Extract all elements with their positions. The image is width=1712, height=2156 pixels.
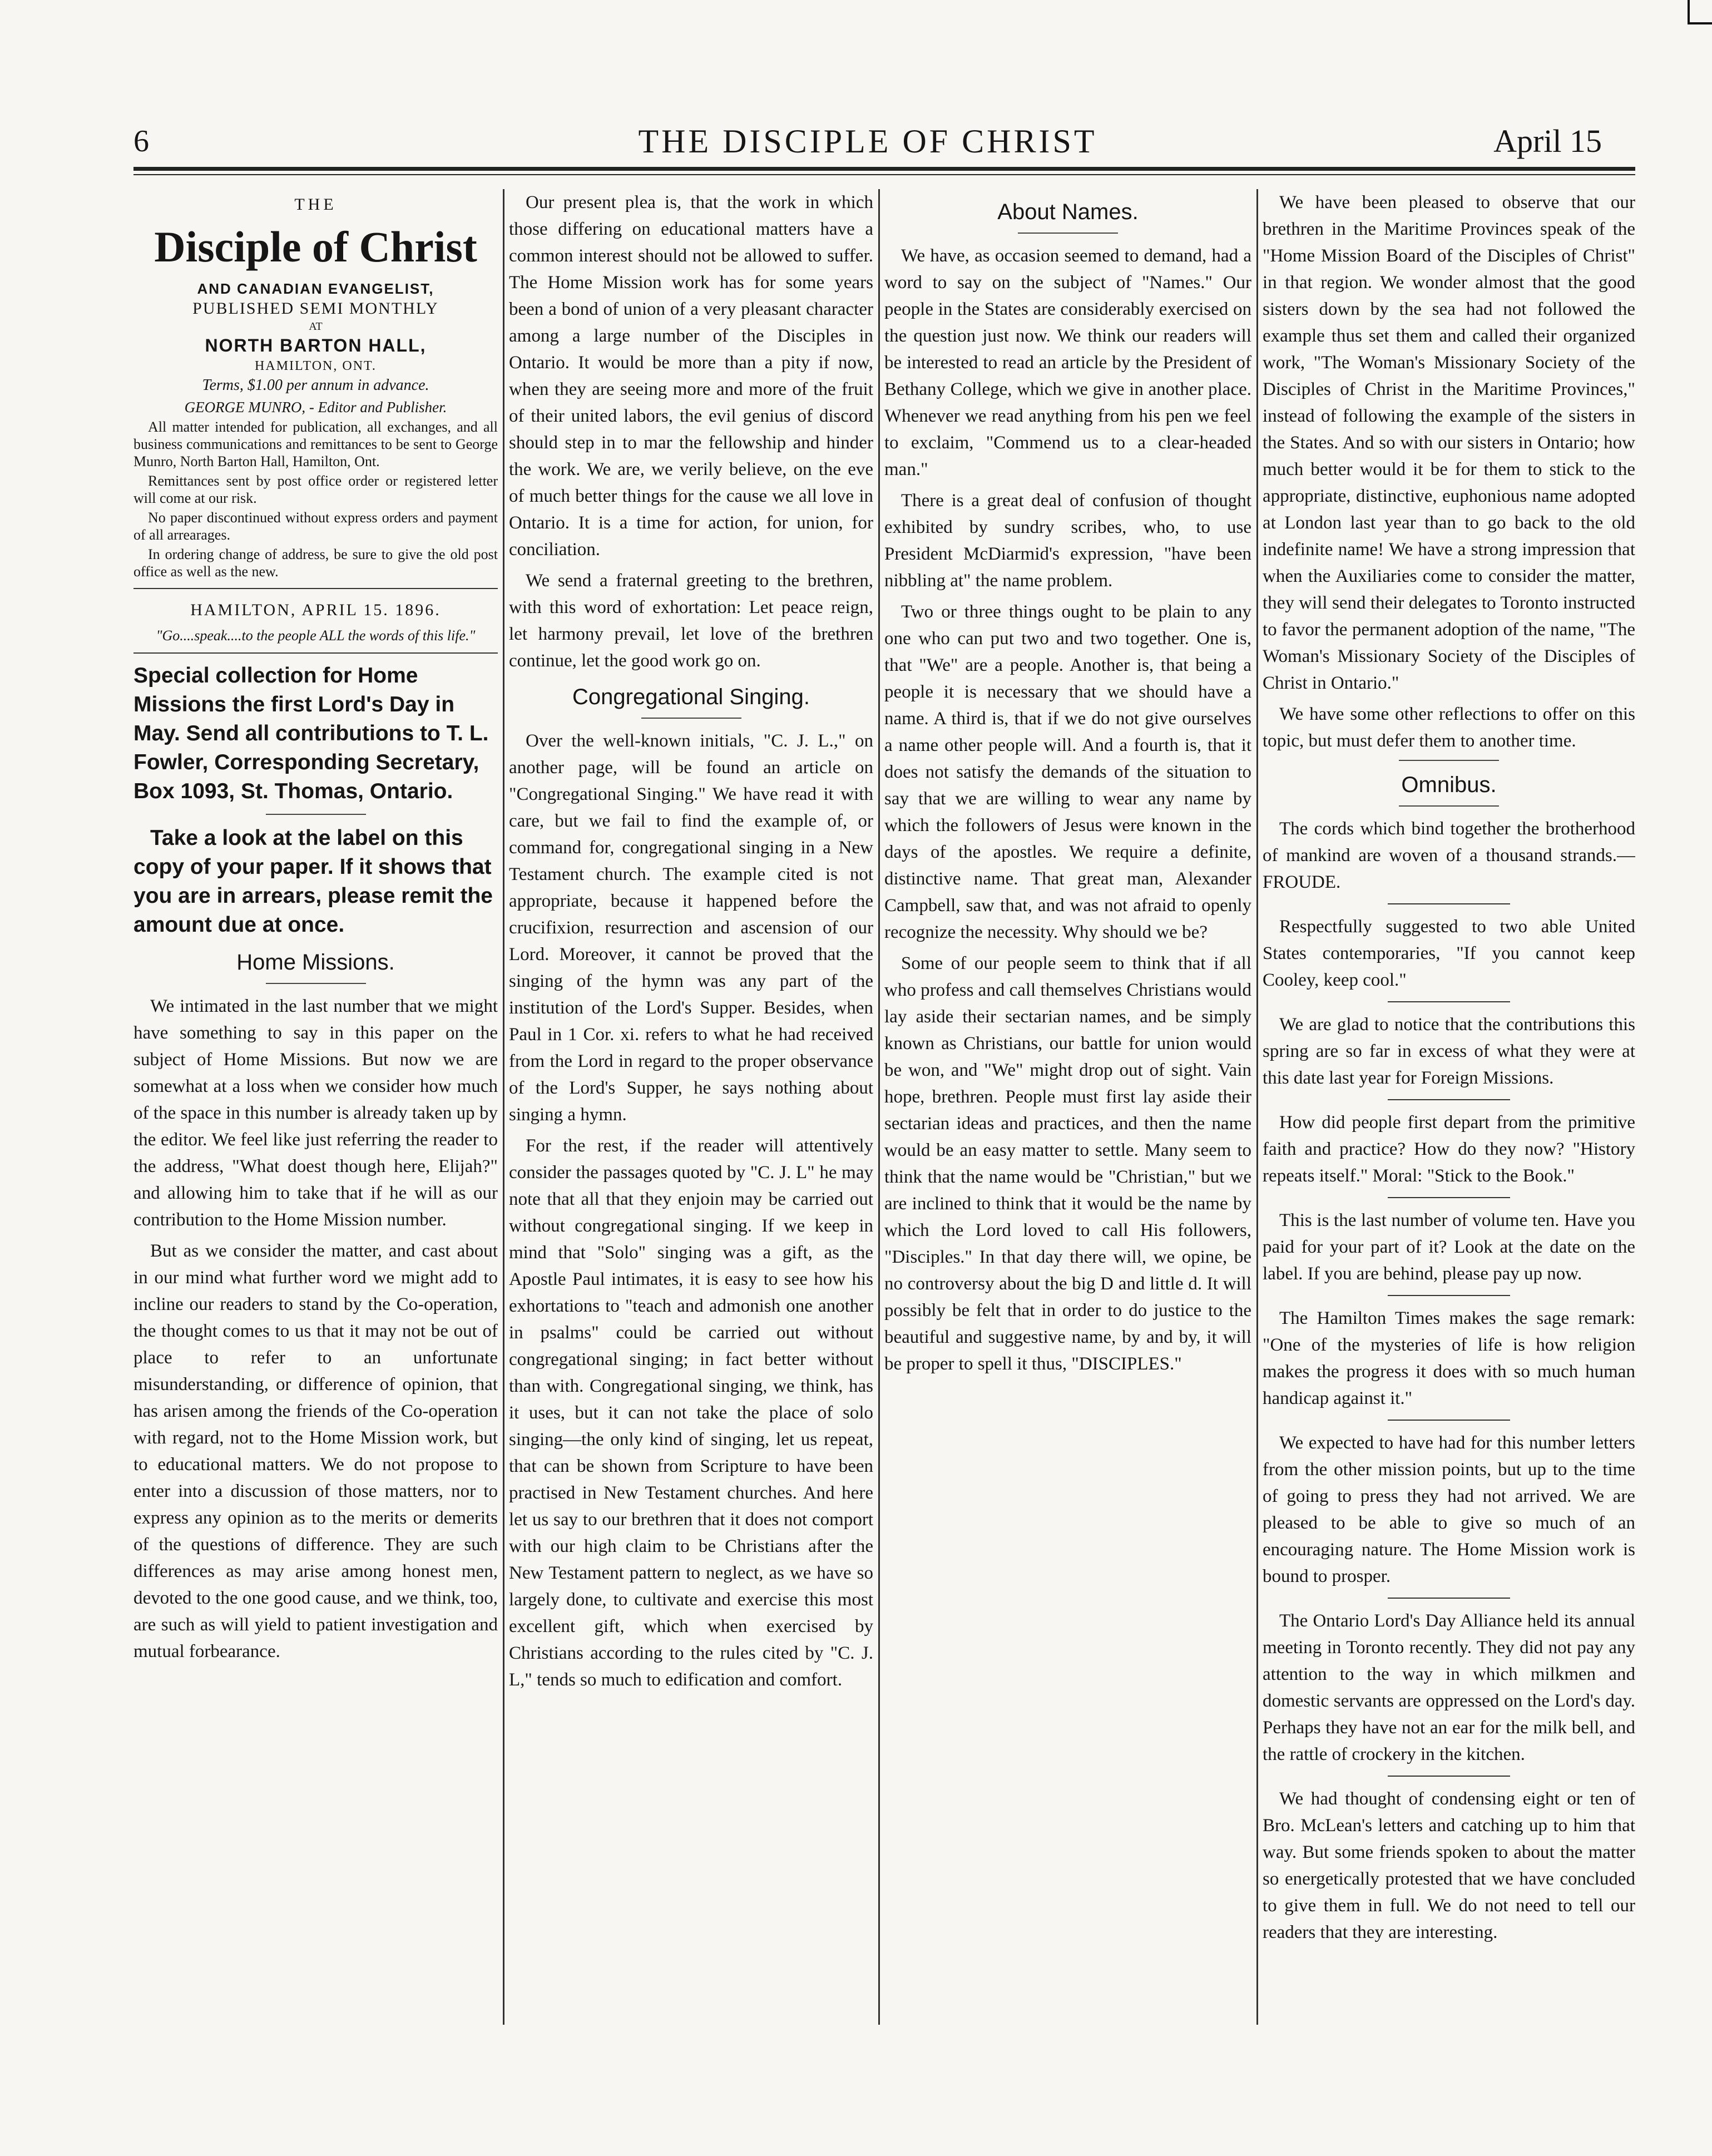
omnibus-item: This is the last number of volume ten. Have you paid for your part of it? Look at the date on the label. If you are behind, please pay up now. [1263, 1210, 1635, 1284]
notice: All matter intended for publication, all exchanges, and all business communications and remittances to be sent to George Munro, North Barton Hall, Hamilton, Ont. [133, 419, 498, 469]
omnibus-item: The Ontario Lord's Day Alliance held its annual meeting in Toronto recently. They did not pay any attention to the way in which milkmen and domestic servants are oppressed on the Lord's day. Perhaps they have not an ear for the milk bell, and the rattle of crockery in the kitchen. [1263, 1611, 1635, 1764]
divider-rule [1388, 1099, 1510, 1100]
masthead-at: AT [309, 320, 323, 333]
divider-rule [641, 718, 741, 719]
notice: Remittances sent by post office order or registered letter will come at our risk. [133, 473, 498, 506]
divider-rule [133, 652, 498, 654]
dateline: HAMILTON, APRIL 15. 1896. [190, 601, 441, 619]
column-divider [503, 189, 504, 2025]
column-divider [878, 189, 880, 2025]
divider-rule [1388, 1776, 1510, 1777]
special-collection-notice: Special collection for Home Missions the first Lord's Day in May. Send all contributions to T. L. Fowler, Corresponding Secretary, Box 1093, St. Thomas, Ontario. [133, 664, 489, 803]
column-1 [133, 189, 498, 2036]
omnibus-heading: Omnibus. [1401, 773, 1497, 797]
page-corner-mark [1688, 0, 1712, 24]
masthead-place: NORTH BARTON HALL, [205, 335, 427, 355]
article-paragraph: But as we consider the matter, and cast about in our mind what further word we might add to incline our readers to stand by the Co-operation, the thought comes to us that it may not be out of place to refer to an unfortunate misunderstanding, or difference of opinion, that has arisen among the friends of the Co-operation with regard, not to the Home Mission work, but to educational matters. We do not propose to enter into a discussion of those matters, nor to express any opinion as to the merits or demerits of the questions of difference. They are such differences as may arise among honest men, devoted to the one good cause, and we think, too, are such as will yield to patient investigation and mutual forbearance. [133, 1241, 498, 1661]
article-paragraph: We have, as occasion seemed to demand, had a word to say on the subject of "Names." Our people in the States are considerably exercised on the question just now. We think our readers will be interested to read an article by the President of Bethany College, which we give in another place. Whenever we read anything from his pen we feel to exclaim, "Commend us to a clear-headed man." [884, 246, 1251, 479]
article-paragraph: There is a great deal of confusion of thought exhibited by sundry scribes, who, to use President McDiarmid's expression, "have been nibbling at" the name problem. [884, 491, 1251, 591]
masthead-published: PUBLISHED SEMI MONTHLY [192, 299, 439, 318]
article-paragraph: We send a fraternal greeting to the brethren, with this word of exhortation: Let peace reign, let harmony prevail, let love of the brethren continue, let the good work go on. [509, 571, 873, 671]
header-rule [133, 167, 1635, 175]
publication-notices [133, 418, 498, 580]
page-number: 6 [133, 124, 149, 159]
article-paragraph: Our present plea is, that the work in which those differing on educational matters have a common interest should not be allowed to suffer. The Home Mission work has for some years been a bond of union of a very pleasant character among a large number of the Disciples in Ontario. It would be more than a pity if now, when they are seeing more and more of the fruit of their united labors, the evil genius of discord should step in to mar the fellowship and hinder the work. We are, we verily believe, on the eve of much better things for the cause we all love in Ontario. It is a time for action, for union, for conciliation. [509, 192, 873, 560]
divider-rule [1399, 805, 1499, 807]
article-paragraph: Two or three things ought to be plain to any one who can put two and two together. One is, that "We" are a people. Another is, that being a people it is necessary that we should have a name. A third is, that if we do not give ourselves a name other people will. And a fourth is, that it does not satisfy the demands of the situation to say that we are willing to wear any name by which the followers of Jesus were known in the days of the apostles. We require a definite, distinctive name. That great man, Alexander Campbell, saw that, and was not afraid to openly recognize the necessity. Why should we be? [884, 602, 1251, 942]
divider-rule [266, 814, 366, 815]
about-names-heading: About Names. [997, 200, 1139, 224]
congregational-singing-heading: Congregational Singing. [572, 685, 810, 709]
divider-rule [1388, 1197, 1510, 1198]
article-paragraph: We intimated in the last number that we might have something to say in this paper on the subject of Home Missions. But now we are somewhat at a loss when we consider how much of the space in this number is already taken up by the editor. We feel like just referring the reader to the address, "What doest though here, Elijah?" and allowing him to take that if he will as our contribution to the Home Mission number. [133, 996, 498, 1230]
home-missions-heading: Home Missions. [236, 950, 395, 975]
divider-rule [1018, 233, 1118, 234]
column-2 [509, 189, 873, 2036]
issue-date: April 15 [1493, 123, 1602, 159]
article-paragraph: Over the well-known initials, "C. J. L.," on another page, will be found an article on "Congregational Singing." We have read it with care, but we fail to find the example of, or command for, congregational singing in a New Testament church. The example cited is not appropriate, because it happened before the crucifixion, resurrection and ascension of our Lord. Moreover, it cannot be proved that the singing of the hymn was any part of the institution of the Lord's Supper. Besides, when Paul in 1 Cor. xi. refers to what he had received from the Lord in regard to the proper observance of the Lord's Supper, he says nothing about singing a hymn. [509, 731, 873, 1125]
column-3 [884, 189, 1251, 2036]
divider-rule [266, 983, 366, 984]
divider-rule [1388, 1001, 1510, 1002]
article-paragraph: We have some other reflections to offer on this topic, but must defer them to another time. [1263, 704, 1635, 751]
notice: No paper discontinued without express orders and payment of all arrearages. [133, 510, 498, 543]
masthead [133, 191, 498, 418]
omnibus-item: The Hamilton Times makes the sage remark: "One of the mysteries of life is how religion makes the progress it does with so much human handicap against it." [1263, 1308, 1635, 1408]
motto: "Go....speak....to the people ALL the words of this life." [156, 627, 476, 644]
masthead-title: Disciple of Christ [154, 222, 477, 271]
article-paragraph: Some of our people seem to think that if all who profess and call themselves Christians would lay aside their sectarian names, and be simply known as Christians, our battle for union would be won, and "We" might drop out of sight. Vain hope, brethren. People must first lay aside their sectarian ideas and practices, and then the name would be an easy matter to settle. Many seem to think that the name would be "Christian," but we are inclined to think that it would be the name by which the Lord loved to call His followers, "Disciples." In that day there will, we opine, be no controversy about the big D and little d. It will possibly be felt that in order to do justice to the beautiful and suggestive name, by and by, it will be proper to spell it thus, "DISCIPLES." [884, 953, 1251, 1374]
page-header [133, 111, 1602, 172]
column-divider [1256, 189, 1258, 2025]
divider-rule [1388, 1420, 1510, 1421]
running-title: THE DISCIPLE OF CHRIST [638, 123, 1097, 160]
divider-rule [133, 588, 498, 589]
masthead-the: THE [294, 195, 337, 214]
notice: In ordering change of address, be sure to give the old post office as well as the new. [133, 546, 498, 580]
omnibus-item: We are glad to notice that the contributions this spring are so far in excess of what they were at this date last year for Foreign Missions. [1263, 1015, 1635, 1088]
masthead-editor: GEORGE MUNRO, - Editor and Publisher. [184, 399, 447, 416]
omnibus-item: The cords which bind together the brotherhood of mankind are woven of a thousand strands.—FROUDE. [1263, 819, 1635, 892]
article-paragraph: We have been pleased to observe that our brethren in the Maritime Provinces speak of the "Home Mission Board of the Disciples of Christ" in that region. We wonder almost that the good sisters down by the sea had not followed the example thus set them and called their organized work, "The Woman's Missionary Society of the Disciples of Christ in the Maritime Provinces," instead of following the example of the sisters in the States. And so with our sisters in Ontario; how much better would it be for them to stick to the appropriate, distinctive, euphonious name adopted at London last year than to go back to the old indefinite name! We have a strong impression that when the Auxiliaries come to consider the matter, they will send their delegates to Toronto instructed to favor the permanent adoption of the name, "The Woman's Missionary Society of the Disciples of Christ in Ontario." [1263, 192, 1635, 693]
column-4 [1263, 189, 1635, 2036]
masthead-subtitle: AND CANADIAN EVANGELIST, [197, 280, 434, 297]
masthead-city: HAMILTON, ONT. [255, 359, 377, 373]
omnibus-item: We had thought of condensing eight or ten of Bro. McLean's letters and catching up to him that way. But some friends spoken to about the matter so energetically protested that we have concluded to give them in full. We do not need to tell our readers that they are interesting. [1263, 1789, 1635, 1942]
omnibus-item: How did people first depart from the primitive faith and practice? How do they now? "History repeats itself." Moral: "Stick to the Book." [1263, 1112, 1635, 1186]
masthead-terms: Terms, $1.00 per annum in advance. [202, 377, 429, 394]
divider-rule [1388, 1295, 1510, 1296]
omnibus-item: We expected to have had for this number letters from the other mission points, but up to the time of going to press they had not arrived. We are pleased to be able to give so much of an encouraging nature. The Home Mission work is bound to prosper. [1263, 1433, 1635, 1586]
divider-rule [1399, 760, 1499, 761]
divider-rule [1388, 903, 1510, 904]
label-notice: Take a look at the label on this copy of your paper. If it shows that you are in arrears, please remit the amount due at once. [133, 826, 493, 937]
omnibus-item: Respectfully suggested to two able United States contemporaries, "If you cannot keep Cooley, keep cool." [1263, 917, 1635, 990]
divider-rule [1388, 1598, 1510, 1599]
article-paragraph: For the rest, if the reader will attentively consider the passages quoted by "C. J. L" he may note that all that they enjoin may be carried out without congregational singing. If we keep in mind that "Solo" singing was a gift, as the Apostle Paul intimates, it is easy to see how his exhortations to "teach and admonish one another in psalms" could be carried out without congregational singing; in fact better without than with. Congregational singing, we think, has it uses, but it can not take the place of solo singing—the only kind of singing, let us repeat, that can be shown from Scripture to have been practised in New Testament churches. And here let us say to our brethren that it does not comport with our high claim to be Christians after the New Testament pattern to neglect, as we have so largely done, to cultivate and exercise this most excellent gift, which when exercised by Christians according to the rules cited by "C. J. L," tends so much to edification and comfort. [509, 1136, 873, 1690]
